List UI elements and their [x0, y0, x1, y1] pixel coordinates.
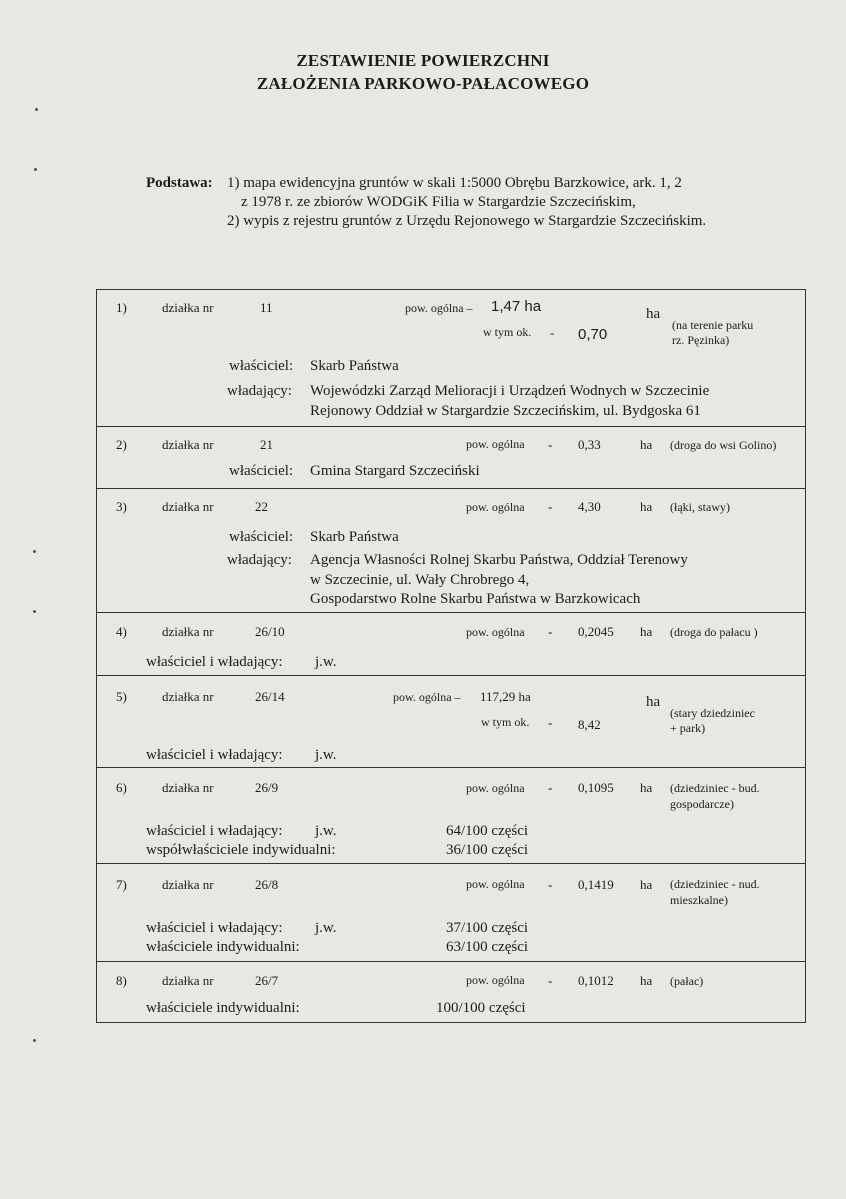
area-total-label: pow. ogólna [466, 500, 525, 514]
title-line-1: ZESTAWIENIE POWIERZCHNI [296, 51, 550, 70]
ind-owners-label: właściciele indywidualni: [146, 939, 300, 955]
area-incl-label: w tym ok. [481, 715, 530, 729]
note-line-1: (dziedziniec - bud. [670, 781, 760, 795]
owner-manager-label: właściciel i władający: [146, 920, 283, 936]
dash: - [548, 624, 553, 639]
parcel-number: 26/14 [255, 689, 285, 704]
owner-label: właściciel: [229, 463, 294, 479]
manager-line-3: Gospodarstwo Rolne Skarbu Państwa w Barzkowicach [310, 591, 641, 607]
scan-speck [35, 108, 38, 111]
note: (droga do pałacu ) [670, 625, 758, 639]
area-total-label: pow. ogólna [466, 437, 525, 451]
scan-speck [33, 610, 36, 613]
row-divider [96, 612, 806, 613]
unit-ha: ha [646, 306, 661, 322]
dash: - [550, 325, 555, 340]
row-divider [96, 426, 806, 427]
parcel-number: 26/8 [255, 877, 279, 892]
title-line-2: ZAŁOŻENIA PARKOWO-PAŁACOWEGO [256, 74, 590, 93]
basis-line-3: 2) wypis z rejestru gruntów z Urzędu Rejonowego w Stargardzie Szczecińskim. [227, 213, 707, 229]
note-line-2: gospodarcze) [670, 797, 734, 811]
note-line-2: rz. Pęzinka) [672, 333, 730, 347]
row-divider [96, 488, 806, 489]
owner-label: właściciel: [229, 358, 294, 374]
note: (pałac) [670, 974, 704, 988]
scan-speck [33, 550, 36, 553]
owner-value: Gmina Stargard Szczeciński [310, 463, 480, 479]
note-line-1: (dziedziniec - nud. [670, 877, 760, 891]
parcel-label: działka nr [162, 624, 214, 639]
area-total-label: pow. ogólna – [405, 301, 473, 315]
area-value: 0,2045 [578, 624, 614, 639]
owner-manager-value: j.w. [315, 920, 337, 936]
note: (łąki, stawy) [670, 500, 730, 514]
dash: - [548, 437, 553, 452]
unit-ha: ha [640, 499, 653, 514]
row-divider [96, 675, 806, 676]
area-total-label: pow. ogólna [466, 781, 525, 795]
owner-label: właściciel: [229, 529, 294, 545]
owner-manager-label: właściciel i władający: [146, 747, 283, 763]
area-total-value: 117,29 ha [480, 689, 531, 704]
area-total-label: pow. ogólna [466, 877, 525, 891]
share-value: 37/100 części [446, 920, 529, 936]
manager-label: władający: [227, 383, 292, 399]
area-incl-value: 0,70 [578, 326, 608, 343]
note-line-1: (na terenie parku [672, 318, 754, 332]
note-line-2: mieszkalne) [670, 893, 728, 907]
area-value: 0,1419 [578, 877, 614, 892]
unit-ha: ha [646, 694, 661, 710]
parcel-label: działka nr [162, 437, 214, 452]
scan-speck [34, 168, 37, 171]
parcel-label: działka nr [162, 689, 214, 704]
basis-line-1: 1) mapa ewidencyjna gruntów w skali 1:5000 Obrębu Barzkowice, ark. 1, 2 [227, 175, 682, 191]
area-value: 0,1012 [578, 973, 614, 988]
parcel-label: działka nr [162, 973, 214, 988]
owner-manager-label: właściciel i władający: [146, 823, 283, 839]
area-value: 0,33 [578, 437, 601, 452]
row-number: 7) [116, 877, 127, 892]
parcel-label: działka nr [162, 780, 214, 795]
owner-manager-value: j.w. [315, 823, 337, 839]
parcel-label: działka nr [162, 300, 214, 315]
share-value: 36/100 części [446, 842, 529, 858]
co-owners-label: współwłaściciele indywidualni: [146, 842, 336, 858]
row-number: 3) [116, 499, 127, 514]
unit-ha: ha [640, 780, 653, 795]
note: (droga do wsi Golino) [670, 438, 777, 452]
row-number: 8) [116, 973, 127, 988]
unit-ha: ha [640, 624, 653, 639]
unit-ha: ha [640, 437, 653, 452]
row-number: 5) [116, 689, 127, 704]
row-number: 6) [116, 780, 127, 795]
row-number: 4) [116, 624, 127, 639]
parcel-label: działka nr [162, 877, 214, 892]
share-value: 100/100 części [436, 1000, 526, 1016]
owner-value: Skarb Państwa [310, 529, 399, 545]
ind-owners-label: właściciele indywidualni: [146, 1000, 300, 1016]
area-value: 4,30 [578, 499, 601, 514]
owner-manager-value: j.w. [315, 654, 337, 670]
manager-label: władający: [227, 552, 292, 568]
unit-ha: ha [640, 973, 653, 988]
dash: - [548, 715, 553, 730]
owner-manager-label: właściciel i władający: [146, 654, 283, 670]
area-total-label: pow. ogólna [466, 625, 525, 639]
parcel-number: 26/7 [255, 973, 279, 988]
dash: - [548, 780, 553, 795]
dash: - [548, 973, 553, 988]
note-line-2: + park) [670, 721, 706, 735]
unit-ha: ha [640, 877, 653, 892]
owner-manager-value: j.w. [315, 747, 337, 763]
row-number: 1) [116, 300, 127, 315]
row-divider [96, 863, 806, 864]
area-incl-label: w tym ok. [483, 325, 532, 339]
basis-line-2: z 1978 r. ze zbiorów WODGiK Filia w Stargardzie Szczecińskim, [241, 194, 636, 210]
row-divider [96, 767, 806, 768]
share-value: 64/100 części [446, 823, 529, 839]
manager-line-1: Wojewódzki Zarząd Melioracji i Urządzeń Wodnych w Szczecinie [310, 383, 710, 399]
area-total-value: 1,47 ha [491, 298, 542, 315]
parcel-number: 21 [260, 437, 273, 452]
parcel-number: 26/9 [255, 780, 279, 795]
manager-line-1: Agencja Własności Rolnej Skarbu Państwa, Oddział Terenowy [310, 552, 688, 568]
area-total-label: pow. ogólna – [393, 690, 461, 704]
area-value: 0,1095 [578, 780, 614, 795]
area-total-label: pow. ogólna [466, 973, 525, 987]
manager-line-2: w Szczecinie, ul. Wały Chrobrego 4, [310, 572, 530, 588]
manager-line-2: Rejonowy Oddział w Stargardzie Szczecińskim, ul. Bydgoska 61 [310, 403, 701, 419]
parcel-number: 11 [260, 300, 273, 315]
row-number: 2) [116, 437, 127, 452]
parcel-label: działka nr [162, 499, 214, 514]
note-line-1: (stary dziedziniec [670, 706, 755, 720]
scan-speck [33, 1039, 36, 1042]
dash: - [548, 499, 553, 514]
parcel-number: 26/10 [255, 624, 285, 639]
row-divider [96, 961, 806, 962]
owner-value: Skarb Państwa [310, 358, 399, 374]
dash: - [548, 877, 553, 892]
area-incl-value: 8,42 [578, 717, 601, 732]
share-value: 63/100 części [446, 939, 529, 955]
basis-label: Podstawa: [146, 175, 213, 191]
parcel-number: 22 [255, 499, 268, 514]
